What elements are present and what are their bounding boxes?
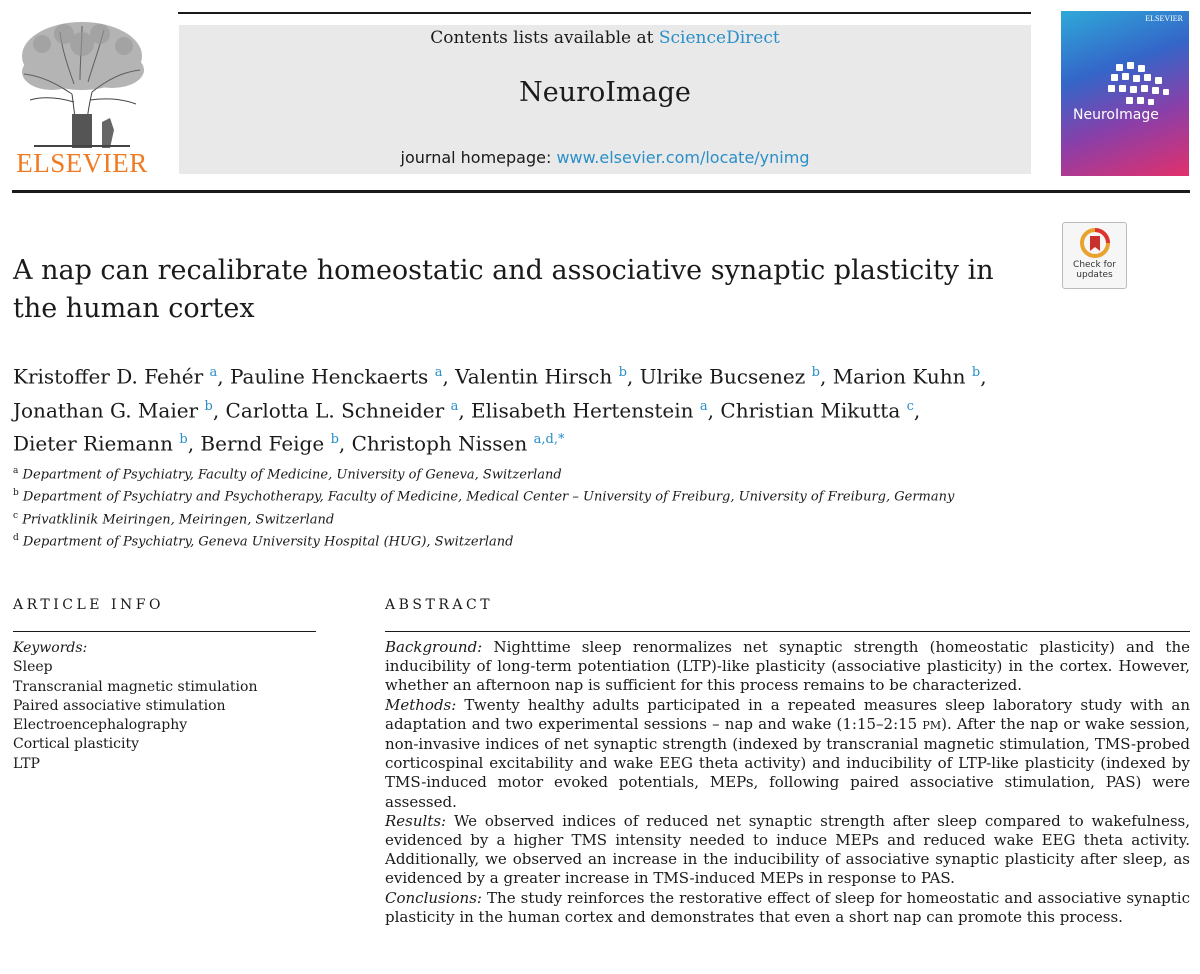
author-affiliation-marker[interactable]: a (434, 365, 443, 380)
contents-line: Contents lists available at ScienceDirect (430, 28, 780, 48)
author-affiliation-marker[interactable]: a (699, 398, 708, 414)
keyword-item: LTP (13, 755, 40, 772)
author-affiliation-marker[interactable]: b (971, 365, 981, 380)
homepage-line: journal homepage: www.elsevier.com/locate/ynimg (400, 148, 810, 167)
abstract-conclusions: Conclusions: The study reinforces the restorative effect of sleep for homeostatic and associative synaptic plasticity in the human cortex and demonstrates that even a short nap can promote this process. (385, 888, 1190, 926)
keywords-label: Keywords: (13, 640, 88, 656)
keyword-item: Paired associative stimulation (13, 697, 226, 714)
author-name[interactable]: Valentin Hirsch (455, 364, 613, 389)
elsevier-wordmark: ELSEVIER (16, 148, 148, 178)
keywords-block (13, 639, 257, 774)
affiliation-item: $^b$ Department of Psychiatry and Psychotherapy, Faculty of Medicine, Medical Center – University of Freiburg, University of Freiburg, Germany (13, 488, 955, 505)
author-affiliation-marker[interactable]: b (204, 398, 213, 414)
author-affiliation-marker[interactable]: b (179, 432, 188, 448)
check-updates-icon (1080, 228, 1110, 258)
author-name[interactable]: Elisabeth Hertenstein (471, 398, 694, 423)
journal-banner (179, 25, 1031, 174)
keyword-item: Transcranial magnetic stimulation (13, 678, 258, 695)
abstract-heading: ABSTRACT (385, 597, 494, 613)
affiliation-item: $^c$ Privatklinik Meiringen, Meiringen, Switzerland (13, 510, 335, 527)
affiliation-item: $^a$ Department of Psychiatry, Faculty of Medicine, University of Geneva, Switzerland (13, 466, 562, 483)
keyword-item: Electroencephalography (13, 717, 188, 734)
author-name[interactable]: Christoph Nissen (351, 431, 528, 456)
author-affiliation-marker[interactable]: b (330, 432, 339, 448)
abstract-rule (385, 631, 1190, 632)
check-updates-label: Check for updates (1073, 260, 1116, 280)
keyword-item: Sleep (13, 659, 53, 676)
header-bottom-rule (12, 190, 1190, 193)
journal-cover-image[interactable] (1061, 11, 1189, 176)
author-affiliation-marker[interactable]: a,d,* (533, 432, 565, 448)
author-name[interactable]: Christian Mikutta (720, 398, 901, 423)
check-for-updates-button[interactable] (1062, 222, 1127, 289)
author-name[interactable]: Marion Kuhn (832, 364, 966, 389)
author-affiliation-marker[interactable]: c (906, 398, 914, 414)
keyword-item: Cortical plasticity (13, 736, 139, 753)
author-name[interactable]: Jonathan G. Maier (13, 398, 199, 423)
journal-homepage-link[interactable]: www.elsevier.com/locate/ynimg (556, 148, 810, 167)
abstract-methods: Methods: Twenty healthy adults participated in a repeated measures sleep laboratory study with an adaptation and two experimental sessions – nap and wake (1:15–2:15 PM). After the nap or wake session, non-invasive indices of net synaptic strength (indexed by transcranial magnetic stimulation, TMS-probed corticospinal excitability and wake EEG theta activity) and inducibility of LTP-like plasticity (indexed by TMS-induced motor evoked potentials, MEPs, following paired associative stimulation, PAS) were assessed. (385, 695, 1190, 811)
abstract-body (385, 638, 1190, 927)
affiliation-item: $^d$ Department of Psychiatry, Geneva University Hospital (HUG), Switzerland (13, 532, 514, 550)
author-name[interactable]: Carlotta L. Schneider (225, 398, 445, 423)
article-info-rule (13, 631, 316, 632)
author-name[interactable]: Bernd Feige (200, 431, 325, 456)
author-affiliation-marker[interactable]: b (618, 365, 627, 380)
author-name[interactable]: Pauline Henckaerts (229, 364, 429, 389)
sciencedirect-link[interactable]: ScienceDirect (658, 28, 780, 48)
author-affiliation-marker[interactable]: a (209, 365, 218, 380)
author-name[interactable]: Dieter Riemann (13, 431, 173, 456)
author-affiliation-marker[interactable]: a (450, 398, 459, 414)
author-list: Kristoffer D. Fehér $^a$, Pauline Henckaerts $^a$, Valentin Hirsch $^b$, Ulrike Bucsenez $^b$, Marion Kuhn $^b$, Jonathan G. Maier $^b$, Carlotta L. Schneider $^a$, Elisabeth Hertenstein $^a$, Christian Mikutta $^c$, Dieter Riemann $^b$, Bernd Feige $^b$, Christoph Nissen $^{a,d,*}$ (13, 364, 987, 456)
article-title: A nap can recalibrate homeostatic and associative synaptic plasticity in the human cortex (13, 255, 994, 324)
journal-title: NeuroImage (519, 77, 691, 108)
author-affiliation-marker[interactable]: b (811, 365, 820, 380)
author-name[interactable]: Kristoffer D. Fehér (13, 364, 204, 389)
header-top-rule (178, 12, 1031, 14)
abstract-results: Results: We observed indices of reduced net synaptic strength after sleep compared to wakefulness, evidenced by a higher TMS intensity needed to induce MEPs and reduced wake EEG theta activity. Additionally, we observed an increase in the inducibility of associative synaptic plasticity after sleep, as evidenced by a greater increase in TMS-induced MEPs in response to PAS. (385, 811, 1190, 888)
author-name[interactable]: Ulrike Bucsenez (639, 364, 806, 389)
article-info-heading: ARTICLE INFO (13, 597, 164, 613)
abstract-background: Background: Nighttime sleep renormalizes net synaptic strength (homeostatic plasticity) and the inducibility of long-term potentiation (LTP)-like plasticity (associative plasticity) in the cortex. However, whether an afternoon nap is sufficient for this process remains to be characterized. (385, 638, 1190, 695)
affiliation-list (13, 462, 1013, 551)
cover-journal-name: NeuroImage (1073, 107, 1159, 123)
cover-publisher: ELSEVIER (1145, 14, 1183, 23)
